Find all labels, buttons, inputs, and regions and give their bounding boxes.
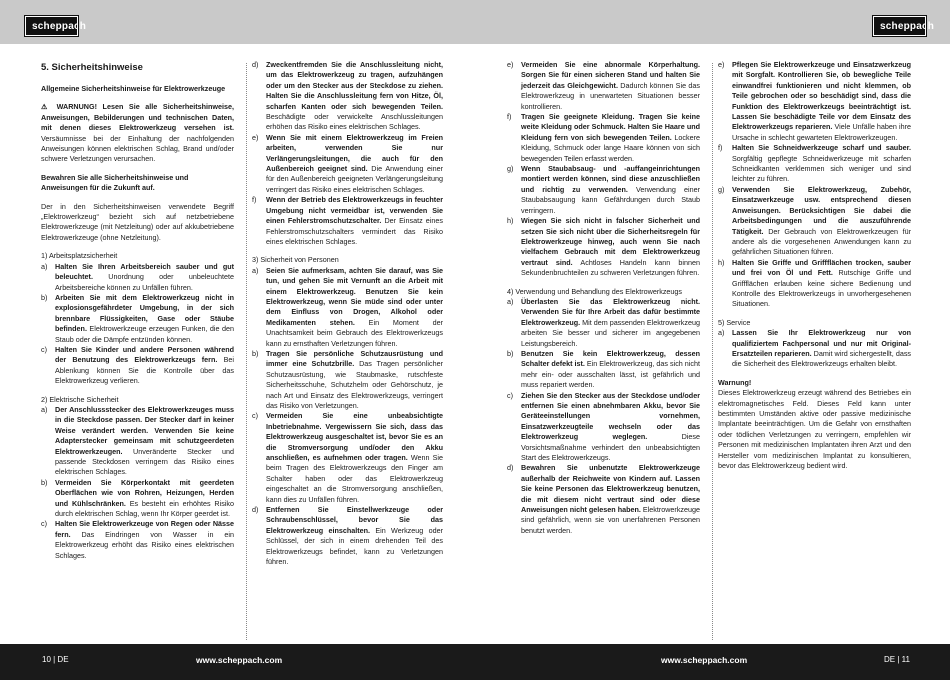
brand-logo: scheppach xyxy=(873,16,926,36)
item-marker: c) xyxy=(507,390,513,400)
list-item xyxy=(252,505,443,567)
list xyxy=(507,60,700,279)
item-text: Tragen Sie geeignete Kleidung. Tragen Sie keine weite Kleidung oder Schmuck. Halten Sie Haare und Kleidung fern von sich bewegenden Teilen. Lockere Kleidung, Schmuck oder lange Haare können von sich bewegenden Teilen erfasst werden. xyxy=(521,112,700,163)
list-item xyxy=(507,463,700,536)
column-divider xyxy=(712,63,713,640)
keep-instructions: Bewahren Sie alle Sicherheitshinweise und Anweisungen für die Zukunft auf. xyxy=(41,172,189,193)
column-1 xyxy=(41,60,234,640)
section-heading: 5. Sicherheitshinweise xyxy=(41,62,143,73)
list-item xyxy=(41,519,234,561)
item-marker: e) xyxy=(718,60,725,69)
item-marker: c) xyxy=(41,344,47,354)
list xyxy=(718,60,911,310)
list-item xyxy=(718,143,911,185)
item-text: Wiegen Sie sich nicht in falscher Sicherheit und setzen Sie sich nicht über die Sicherheitsregeln für Elektrowerkzeuge hinweg, auch wenn Sie nach vielfachem Gebrauch mit dem Elektrowerkzeug vertraut sind. Achtloses Handeln kann binnen Sekundenbruchteilen zu schweren Verletzungen führen. xyxy=(521,216,700,278)
website-link[interactable]: www.scheppach.com xyxy=(196,655,283,665)
item-text: Wenn Sie mit einem Elektrowerkzeug im Freien arbeiten, verwenden Sie nur Verlängerungsleitungen, die auch für den Außenbereich geeignet sind. Die Anwendung einer für den Außenbereich geeigneten Verlängerungsleitung verringert das Risiko eines elektrischen Schlages. xyxy=(266,132,443,194)
list-item xyxy=(252,266,443,349)
subsection-title: 1) Arbeitsplatzsicherheit xyxy=(41,251,118,261)
column-divider xyxy=(246,63,247,640)
list-item xyxy=(507,391,700,464)
subsection-title: 3) Sicherheit von Personen xyxy=(252,255,339,265)
item-text: Vermeiden Sie eine abnormale Körperhaltung. Sorgen Sie für einen sicheren Stand und halten Sie jederzeit das Gleichgewicht. Dadurch können Sie das Elektrowerkzeug in unerwarteten Situationen besser kontrollieren. xyxy=(521,60,700,111)
item-text: Halten Sie Elektrowerkzeuge von Regen oder Nässe fern. Das Eindringen von Wasser in ein Elektrowerkzeug erhöht das Risiko eines elektrischen Schlages. xyxy=(55,519,234,560)
page-number-left: 10 | DE xyxy=(42,655,69,664)
item-marker: e) xyxy=(507,60,514,69)
item-marker: b) xyxy=(41,292,48,302)
item-text: Arbeiten Sie mit dem Elektrowerkzeug nicht in explosionsgefährdeter Umgebung, in der sich brennbare Flüssigkeiten, Gase oder Stäube befinden. Elektrowerkzeuge erzeugen Funken, die den Staub oder die Dämpfe entzünden können. xyxy=(55,292,234,344)
item-text: Tragen Sie persönliche Schutzausrüstung und immer eine Schutzbrille. Das Tragen persönlicher Schutzausrüstung, wie Staubmaske, rutschfeste Sicherheitsschuhe, Schutzhelm oder Gehörschutz, je nach Art und Einsatz des Elektrowerkzeugs, verringert das Risiko von Verletzungen. xyxy=(266,348,443,410)
subsection-title: 5) Service xyxy=(718,317,751,327)
list-item xyxy=(507,216,700,278)
item-text: Halten Sie Kinder und andere Personen während der Benutzung des Elektrowerkzeugs fern. Bei Ablenkung können Sie die Kontrolle über das Elektrowerkzeug verlieren. xyxy=(55,344,234,386)
subsection-title: 4) Verwendung und Behandlung des Elektrowerkzeugs xyxy=(507,286,683,296)
item-marker: c) xyxy=(252,411,258,421)
list xyxy=(718,328,911,370)
item-marker: g) xyxy=(718,184,725,194)
list-item xyxy=(507,112,700,164)
item-text: Wenn der Betrieb des Elektrowerkzeugs in feuchter Umgebung nicht vermeidbar ist, verwenden Sie einen Fehlerstromschutzschalter. Der Einsatz eines Fehlerstromschutzschalters vermindert das Risiko eines elektrischen Schlages. xyxy=(266,195,443,246)
column-2 xyxy=(252,60,443,640)
item-marker: d) xyxy=(252,60,259,69)
item-text: Entfernen Sie Einstellwerkzeuge oder Schraubenschlüssel, bevor Sie das Elektrowerkzeug einschalten. Ein Werkzeug oder Schlüssel, der sich in einem drehenden Teil des Elektrowerkzeugs befindet, kann zu Verletzungen führen. xyxy=(266,505,443,567)
item-text: Ziehen Sie den Stecker aus der Steckdose und/oder entfernen Sie einen abnehmbaren Akku, bevor Sie Geräteeinstellungen vornehmen, Einsatzwerkzeugteile wechseln oder das Elektrowerkzeug weglegen. Diese Vorsichtsmaßnahme verhindert den unbeabsichtigten Start des Elektrowerkzeugs. xyxy=(521,390,700,463)
website-link[interactable]: www.scheppach.com xyxy=(661,655,748,665)
item-marker: a) xyxy=(252,265,259,275)
list-item xyxy=(41,262,234,293)
list-item xyxy=(507,297,700,349)
item-text: Bewahren Sie unbenutzte Elektrowerkzeuge außerhalb der Reichweite von Kindern auf. Lassen Sie keine Personen das Elektrowerkzeug benutzen, die mit diesem nicht vertraut sind oder diese Anweisungen nicht gelesen haben. Elektrowerkzeuge sind gefährlich, wenn sie von unerfahrenen Personen benutzt werden. xyxy=(521,463,700,535)
list-item xyxy=(252,60,443,133)
item-text: Seien Sie aufmerksam, achten Sie darauf, was Sie tun, und gehen Sie mit Vernunft an die Arbeit mit einem Elektrowerkzeug. Benutzen Sie kein Elektrowerkzeug, wenn Sie müde sind oder unter dem Einfluss von Drogen, Alkohol oder Medikamenten stehen. Ein Moment der Unachtsamkeit beim Gebrauch des Elektrowerkzeugs kann zu ernsthaften Verletzungen führen. xyxy=(266,265,443,348)
list-item xyxy=(507,164,700,216)
item-marker: d) xyxy=(507,463,514,473)
warning-text: Dieses Elektrowerkzeug erzeugt während des Betriebes ein elektromagnetisches Feld. Dieses Feld kann unter bestimmten Umständen aktive oder passive medizinische Implantate beeinträchtigen. Um die Gefahr von ernsthaften oder tödlichen Verletzungen zu verringern, empfehlen wir Personen mit medizinischen Implantaten ihren Arzt und den Hersteller vom medizinischen Implantat zu konsultieren, bevor das Elektrowerkzeug bedient wird. xyxy=(718,388,911,471)
list-item xyxy=(718,185,911,258)
item-text: Vermeiden Sie Körperkontakt mit geerdeten Oberflächen wie von Rohren, Heizungen, Herden und Kühlschränken. Es besteht ein erhöhtes Risiko durch elektrischen Schlag, wenn Ihr Körper geerdet ist. xyxy=(55,477,234,519)
list-item xyxy=(718,258,911,310)
item-text: Lassen Sie Ihr Elektrowerkzeug nur von qualifiziertem Fachpersonal und nur mit Original-Ersatzteilen reparieren. Damit wird sichergestellt, dass die Sicherheit des Elektrowerkzeugs erhalten bleibt. xyxy=(732,328,911,369)
item-text: Überlasten Sie das Elektrowerkzeug nicht. Verwenden Sie für Ihre Arbeit das dafür bestimmte Elektrowerkzeug. Mit dem passenden Elektrowerkzeug arbeiten Sie besser und sicherer im angegebenen Leistungsbereich. xyxy=(521,296,700,348)
brand-logo: scheppach xyxy=(25,16,78,36)
column-4 xyxy=(718,60,911,640)
item-marker: a) xyxy=(41,261,48,271)
item-marker: b) xyxy=(507,348,514,358)
item-marker: d) xyxy=(252,505,259,515)
item-marker: f) xyxy=(718,143,723,153)
list-item xyxy=(252,411,443,505)
footer-bar xyxy=(0,644,950,680)
item-marker: h) xyxy=(718,257,725,267)
item-text: Vermeiden Sie eine unbeabsichtigte Inbetriebnahme. Vergewissern Sie sich, dass das Elektrowerkzeug ausgeschaltet ist, bevor Sie es an die Stromversorgung und/oder den Akku anschließen, es aufnehmen oder tragen. Wenn Sie beim Tragen des Elektrowerkzeugs den Finger am Schalter haben oder das Elektrowerkzeug eingeschaltet an die Stromversorgung anschließen, kann dies zu Unfällen führen. xyxy=(266,411,443,504)
item-text: Zweckentfremden Sie die Anschlussleitung nicht, um das Elektrowerkzeug zu tragen, aufzuhängen oder um den Stecker aus der Steckdose zu ziehen. Halten Sie die Anschlussleitung fern von Hitze, Öl, scharfen Kanten oder sich bewegenden Teilen. Beschädigte oder verwickelte Anschlussleitungen erhöhen das Risiko eines elektrischen Schlages. xyxy=(266,60,443,132)
list-item xyxy=(507,60,700,112)
item-text: Pflegen Sie Elektrowerkzeuge und Einsatzwerkzeug mit Sorgfalt. Kontrollieren Sie, ob bewegliche Teile einwandfrei funktionieren und nicht klemmen, ob Teile gebrochen oder so beschädigt sind, dass die Funktion des Elektrowerkzeugs beeinträchtigt ist. Lassen Sie beschädigte Teile vor dem Einsatz des Elektrowerkzeugs reparieren. Viele Unfälle haben ihre Ursache in schlecht gewarteten Elektrowerkzeugen. xyxy=(732,60,911,142)
list-item xyxy=(252,349,443,411)
item-text: Der Anschlussstecker des Elektrowerkzeuges muss in die Steckdose passen. Der Stecker darf in keiner Weise verändert werden. Verwenden Sie keine Adapterstecker gemeinsam mit schutzgeerdeten Elektrowerkzeugen. Unveränderte Stecker und passende Steckdosen verringern das Risiko eines elektrischen Schlages. xyxy=(55,404,234,477)
item-marker: a) xyxy=(507,296,514,306)
list xyxy=(507,297,700,536)
list-item xyxy=(718,60,911,143)
column-3 xyxy=(507,60,700,640)
page-number-right: DE | 11 xyxy=(884,655,910,664)
list-item xyxy=(41,293,234,345)
item-marker: c) xyxy=(41,519,47,529)
item-text: Halten Sie Ihren Arbeitsbereich sauber und gut beleuchtet. Unordnung oder unbeleuchtete Arbeitsbereiche können zu Unfällen führen. xyxy=(55,261,234,292)
item-marker: b) xyxy=(252,348,259,358)
list-item xyxy=(718,328,911,370)
intro-heading: Allgemeine Sicherheitshinweise für Elektrowerkzeuge xyxy=(41,84,226,93)
item-text: Halten Sie Griffe und Griffflächen trocken, sauber und frei von Öl und Fett. Rutschige Griffe und Griffflächen erlauben keine sichere Bedienung und Kontrolle des Elektrowerkzeugs in unvorhergesehenen Situationen. xyxy=(732,257,911,309)
list-item xyxy=(252,133,443,195)
subsection-title: 2) Elektrische Sicherheit xyxy=(41,394,119,404)
list-item xyxy=(41,478,234,520)
term-definition: Der in den Sicherheitshinweisen verwendete Begriff „Elektrowerkzeug“ bezieht sich auf netzbetriebene Elektrowerkzeuge (mit Netzleitung) oder auf akkubetriebene Elektrowerkzeuge (ohne Netzleitung). xyxy=(41,201,234,242)
warning-title: Warnung! xyxy=(718,377,752,387)
item-marker: h) xyxy=(507,216,514,226)
item-marker: f) xyxy=(252,195,257,205)
item-text: Verwenden Sie Elektrowerkzeug, Zubehör, Einsatzwerkzeuge usw. entsprechend diesen Anweisungen. Berücksichtigen Sie dabei die Arbeitsbedingungen und die auszuführende Tätigkeit. Der Gebrauch von Elektrowerkzeugen für andere als die vorgesehenen Anwendungen kann zu gefährlichen Situationen führen. xyxy=(732,184,911,257)
item-marker: a) xyxy=(41,404,48,414)
list xyxy=(252,60,443,247)
item-text: Wenn Staubabsaug- und -auffangeinrichtungen montiert werden können, sind diese anzuschließen und richtig zu verwenden. Verwendung einer Staubabsaugung kann Gefährdungen durch Staub verringern. xyxy=(521,164,700,215)
list xyxy=(41,262,234,387)
warning-paragraph: ⚠ WARNUNG! Lesen Sie alle Sicherheitshinweise, Anweisungen, Bebilderungen und technischen Daten, mit denen dieses Elektrowerkzeug versehen ist. Versäumnisse bei der Einhaltung der nachfolgenden Anweisungen können elektrischen Schlag, Brand und/oder schwere Verletzungen verursachen. xyxy=(41,102,234,164)
item-marker: f) xyxy=(507,112,512,122)
item-marker: e) xyxy=(252,132,259,142)
item-text: Halten Sie Schneidwerkzeuge scharf und sauber. Sorgfältig gepflegte Schneidwerkzeuge mit scharfen Schneidkanten verklemmen sich weniger und sind leichter zu führen. xyxy=(732,143,911,184)
item-marker: a) xyxy=(718,328,725,338)
item-marker: g) xyxy=(507,164,514,174)
list xyxy=(41,405,234,561)
item-text: Benutzen Sie kein Elektrowerkzeug, dessen Schalter defekt ist. Ein Elektrowerkzeug, das sich nicht mehr ein- oder ausschalten lässt, ist gefährlich und muss repariert werden. xyxy=(521,348,700,390)
list-item xyxy=(41,345,234,387)
item-marker: b) xyxy=(41,477,48,487)
list xyxy=(252,266,443,568)
header-bar xyxy=(0,0,950,44)
list-item xyxy=(41,405,234,478)
list-item xyxy=(252,195,443,247)
list-item xyxy=(507,349,700,391)
